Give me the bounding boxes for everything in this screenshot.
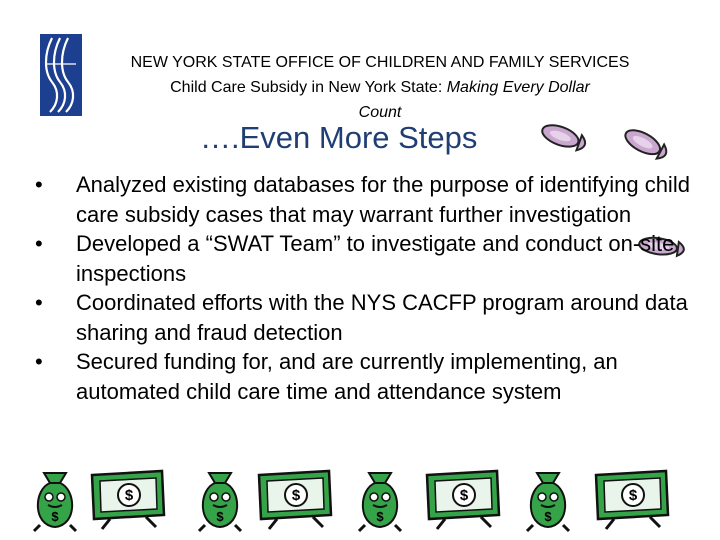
money-border <box>28 465 688 535</box>
dollar-bill-icon <box>421 469 503 531</box>
money-bag-icon <box>193 467 247 533</box>
money-bag-icon <box>521 467 575 533</box>
svg-text:$: $ <box>291 487 301 504</box>
page-header <box>100 50 660 125</box>
svg-text:$: $ <box>51 509 59 524</box>
bullet-symbol: • <box>35 349 43 374</box>
svg-text:$: $ <box>124 487 134 504</box>
list-item: • Coordinated efforts with the NYS CACFP program around data sharing and fraud detection <box>35 290 688 345</box>
header-subtitle-end: Count <box>358 104 402 121</box>
dollar-bill-icon <box>253 469 335 531</box>
money-bag-icon <box>28 467 82 533</box>
svg-text:$: $ <box>459 487 469 504</box>
bullet-list <box>30 170 690 406</box>
header-subtitle-italic: Making Every Dollar <box>446 79 590 96</box>
footprint-icon <box>538 120 594 156</box>
dollar-bill-icon <box>86 469 168 531</box>
svg-text:$: $ <box>376 509 384 524</box>
money-bag-icon <box>353 467 407 533</box>
footprint-icon <box>620 125 676 165</box>
list-item: • Analyzed existing databases for the purpose of identifying child care subsidy cases that may warrant further investigation <box>35 172 690 227</box>
bullet-symbol: • <box>35 172 43 197</box>
bullet-symbol: • <box>35 231 43 256</box>
svg-text:$: $ <box>628 487 638 504</box>
svg-text:$: $ <box>544 509 552 524</box>
list-item: • Developed a “SWAT Team” to investigate and conduct on-site inspections <box>35 231 675 286</box>
header-subtitle-plain: Child Care Subsidy in New York State: <box>170 79 447 96</box>
slide-title: ….Even More Steps <box>200 120 478 155</box>
dollar-bill-icon <box>590 469 672 531</box>
header-subtitle <box>100 75 660 100</box>
ocfs-logo-icon <box>40 34 82 116</box>
list-item: • Secured funding for, and are currently implementing, an automated child care time and attendance system <box>35 349 618 404</box>
svg-text:$: $ <box>216 509 224 524</box>
header-agency: NEW YORK STATE OFFICE OF CHILDREN AND FAMILY SERVICES <box>130 54 630 71</box>
bullet-symbol: • <box>35 290 43 315</box>
